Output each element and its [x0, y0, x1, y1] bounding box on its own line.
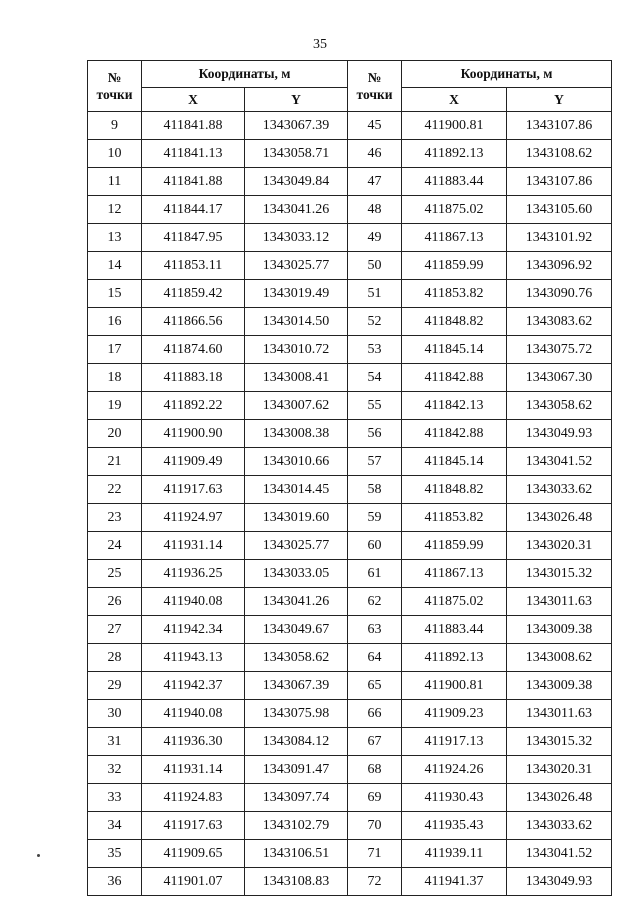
point-number-right: 46	[348, 140, 402, 168]
point-number-left: 29	[88, 672, 142, 700]
y-value-left: 1343019.49	[245, 280, 348, 308]
table-header	[88, 61, 612, 112]
y-value-left: 1343097.74	[245, 784, 348, 812]
x-value-right: 411941.37	[402, 868, 507, 896]
y-value-right: 1343096.92	[507, 252, 612, 280]
y-value-left: 1343058.71	[245, 140, 348, 168]
table-row	[88, 784, 612, 812]
point-number-left: 11	[88, 168, 142, 196]
point-number-symbol: №	[367, 70, 382, 85]
x-value-left: 411841.88	[142, 168, 245, 196]
table-row	[88, 868, 612, 896]
point-number-left: 34	[88, 812, 142, 840]
point-number-right: 70	[348, 812, 402, 840]
table-row	[88, 336, 612, 364]
x-value-left: 411909.49	[142, 448, 245, 476]
x-value-right: 411842.88	[402, 364, 507, 392]
y-value-right: 1343075.72	[507, 336, 612, 364]
point-number-left: 19	[88, 392, 142, 420]
y-value-left: 1343007.62	[245, 392, 348, 420]
point-number-left: 14	[88, 252, 142, 280]
header-row-top	[88, 61, 612, 88]
y-value-right: 1343107.86	[507, 112, 612, 140]
x-value-right: 411892.13	[402, 140, 507, 168]
y-header-left: Y	[245, 88, 348, 112]
y-value-left: 1343067.39	[245, 672, 348, 700]
x-value-left: 411859.42	[142, 280, 245, 308]
table-row	[88, 252, 612, 280]
y-value-left: 1343008.38	[245, 420, 348, 448]
table-row	[88, 728, 612, 756]
point-number-right: 67	[348, 728, 402, 756]
x-value-left: 411900.90	[142, 420, 245, 448]
x-value-right: 411848.82	[402, 476, 507, 504]
point-number-right: 60	[348, 532, 402, 560]
x-value-left: 411853.11	[142, 252, 245, 280]
y-value-right: 1343026.48	[507, 784, 612, 812]
x-value-left: 411942.34	[142, 616, 245, 644]
y-value-right: 1343008.62	[507, 644, 612, 672]
x-value-right: 411842.88	[402, 420, 507, 448]
y-value-right: 1343015.32	[507, 728, 612, 756]
point-number-left: 26	[88, 588, 142, 616]
x-value-right: 411859.99	[402, 252, 507, 280]
table-row	[88, 840, 612, 868]
y-value-left: 1343025.77	[245, 532, 348, 560]
table-row	[88, 644, 612, 672]
x-value-right: 411853.82	[402, 504, 507, 532]
point-number-left: 12	[88, 196, 142, 224]
point-number-left: 22	[88, 476, 142, 504]
y-value-right: 1343020.31	[507, 756, 612, 784]
point-number-right: 52	[348, 308, 402, 336]
point-number-right: 47	[348, 168, 402, 196]
point-number-right: 55	[348, 392, 402, 420]
x-header-left: X	[142, 88, 245, 112]
x-value-right: 411848.82	[402, 308, 507, 336]
point-number-right: 66	[348, 700, 402, 728]
y-value-left: 1343010.66	[245, 448, 348, 476]
x-value-right: 411939.11	[402, 840, 507, 868]
y-value-left: 1343010.72	[245, 336, 348, 364]
coordinates-table	[87, 60, 612, 896]
x-value-right: 411875.02	[402, 588, 507, 616]
y-value-left: 1343102.79	[245, 812, 348, 840]
y-value-left: 1343014.50	[245, 308, 348, 336]
x-value-right: 411867.13	[402, 224, 507, 252]
point-number-header-left	[88, 61, 142, 112]
table-row	[88, 280, 612, 308]
table-row	[88, 560, 612, 588]
table-row	[88, 532, 612, 560]
point-number-word: точки	[356, 87, 393, 102]
x-value-left: 411909.65	[142, 840, 245, 868]
point-number-left: 36	[88, 868, 142, 896]
y-value-right: 1343067.30	[507, 364, 612, 392]
x-value-right: 411900.81	[402, 672, 507, 700]
x-value-left: 411917.63	[142, 812, 245, 840]
point-number-left: 13	[88, 224, 142, 252]
y-value-right: 1343009.38	[507, 672, 612, 700]
table-row	[88, 364, 612, 392]
y-value-right: 1343033.62	[507, 476, 612, 504]
x-header-right: X	[402, 88, 507, 112]
table-row	[88, 308, 612, 336]
x-value-right: 411845.14	[402, 336, 507, 364]
point-number-right: 57	[348, 448, 402, 476]
x-value-right: 411924.26	[402, 756, 507, 784]
x-value-right: 411892.13	[402, 644, 507, 672]
point-number-left: 10	[88, 140, 142, 168]
table-row	[88, 756, 612, 784]
x-value-right: 411917.13	[402, 728, 507, 756]
point-number-right: 59	[348, 504, 402, 532]
x-value-right: 411883.44	[402, 168, 507, 196]
y-value-left: 1343033.12	[245, 224, 348, 252]
x-value-right: 411883.44	[402, 616, 507, 644]
point-number-right: 63	[348, 616, 402, 644]
x-value-left: 411943.13	[142, 644, 245, 672]
table-row	[88, 588, 612, 616]
y-value-right: 1343049.93	[507, 868, 612, 896]
x-value-right: 411900.81	[402, 112, 507, 140]
y-value-left: 1343049.67	[245, 616, 348, 644]
x-value-left: 411874.60	[142, 336, 245, 364]
x-value-left: 411841.13	[142, 140, 245, 168]
x-value-left: 411924.83	[142, 784, 245, 812]
x-value-left: 411917.63	[142, 476, 245, 504]
point-number-left: 25	[88, 560, 142, 588]
point-number-left: 33	[88, 784, 142, 812]
y-value-left: 1343091.47	[245, 756, 348, 784]
table-row	[88, 504, 612, 532]
y-value-right: 1343101.92	[507, 224, 612, 252]
y-value-left: 1343008.41	[245, 364, 348, 392]
table-row	[88, 112, 612, 140]
x-value-right: 411875.02	[402, 196, 507, 224]
x-value-left: 411940.08	[142, 700, 245, 728]
point-number-right: 54	[348, 364, 402, 392]
point-number-right: 48	[348, 196, 402, 224]
point-number-right: 58	[348, 476, 402, 504]
point-number-right: 71	[348, 840, 402, 868]
x-value-right: 411935.43	[402, 812, 507, 840]
table-row	[88, 476, 612, 504]
table-row	[88, 392, 612, 420]
point-number-left: 32	[88, 756, 142, 784]
point-number-left: 35	[88, 840, 142, 868]
table-row	[88, 224, 612, 252]
table-row	[88, 616, 612, 644]
point-number-word: точки	[96, 87, 133, 102]
point-number-left: 17	[88, 336, 142, 364]
x-value-left: 411847.95	[142, 224, 245, 252]
y-value-right: 1343105.60	[507, 196, 612, 224]
coordinates-header-right: Координаты, м	[402, 61, 612, 88]
x-value-left: 411844.17	[142, 196, 245, 224]
y-value-right: 1343011.63	[507, 588, 612, 616]
point-number-right: 65	[348, 672, 402, 700]
y-value-right: 1343107.86	[507, 168, 612, 196]
point-number-left: 21	[88, 448, 142, 476]
point-number-right: 68	[348, 756, 402, 784]
y-value-right: 1343026.48	[507, 504, 612, 532]
point-number-symbol: №	[107, 70, 122, 85]
x-value-left: 411924.97	[142, 504, 245, 532]
point-number-right: 62	[348, 588, 402, 616]
y-value-left: 1343075.98	[245, 700, 348, 728]
y-value-left: 1343041.26	[245, 588, 348, 616]
point-number-right: 64	[348, 644, 402, 672]
point-number-left: 18	[88, 364, 142, 392]
scan-speck	[37, 854, 40, 857]
y-header-right: Y	[507, 88, 612, 112]
coordinates-header-left: Координаты, м	[142, 61, 348, 88]
y-value-right: 1343033.62	[507, 812, 612, 840]
point-number-header-right	[348, 61, 402, 112]
x-value-left: 411841.88	[142, 112, 245, 140]
table-body	[88, 112, 612, 896]
x-value-right: 411859.99	[402, 532, 507, 560]
point-number-left: 9	[88, 112, 142, 140]
y-value-right: 1343083.62	[507, 308, 612, 336]
point-number-right: 69	[348, 784, 402, 812]
x-value-left: 411931.14	[142, 532, 245, 560]
point-number-right: 72	[348, 868, 402, 896]
point-number-left: 23	[88, 504, 142, 532]
y-value-left: 1343019.60	[245, 504, 348, 532]
y-value-left: 1343106.51	[245, 840, 348, 868]
table-row	[88, 672, 612, 700]
point-number-right: 51	[348, 280, 402, 308]
table-row	[88, 140, 612, 168]
point-number-left: 30	[88, 700, 142, 728]
x-value-right: 411845.14	[402, 448, 507, 476]
y-value-right: 1343108.62	[507, 140, 612, 168]
y-value-right: 1343020.31	[507, 532, 612, 560]
x-value-left: 411901.07	[142, 868, 245, 896]
table-row	[88, 812, 612, 840]
table-row	[88, 196, 612, 224]
y-value-right: 1343049.93	[507, 420, 612, 448]
x-value-left: 411940.08	[142, 588, 245, 616]
table-row	[88, 168, 612, 196]
x-value-left: 411936.30	[142, 728, 245, 756]
point-number-right: 61	[348, 560, 402, 588]
x-value-left: 411866.56	[142, 308, 245, 336]
x-value-right: 411909.23	[402, 700, 507, 728]
y-value-left: 1343084.12	[245, 728, 348, 756]
page-number: 35	[313, 37, 327, 52]
x-value-right: 411853.82	[402, 280, 507, 308]
x-value-left: 411936.25	[142, 560, 245, 588]
point-number-left: 15	[88, 280, 142, 308]
y-value-left: 1343108.83	[245, 868, 348, 896]
y-value-left: 1343058.62	[245, 644, 348, 672]
table-row	[88, 448, 612, 476]
table-row	[88, 700, 612, 728]
y-value-left: 1343025.77	[245, 252, 348, 280]
point-number-right: 45	[348, 112, 402, 140]
point-number-right: 50	[348, 252, 402, 280]
y-value-right: 1343090.76	[507, 280, 612, 308]
y-value-right: 1343058.62	[507, 392, 612, 420]
y-value-left: 1343049.84	[245, 168, 348, 196]
y-value-right: 1343041.52	[507, 840, 612, 868]
table-row	[88, 420, 612, 448]
point-number-left: 20	[88, 420, 142, 448]
x-value-right: 411842.13	[402, 392, 507, 420]
point-number-right: 56	[348, 420, 402, 448]
y-value-left: 1343033.05	[245, 560, 348, 588]
point-number-left: 24	[88, 532, 142, 560]
x-value-right: 411930.43	[402, 784, 507, 812]
y-value-left: 1343041.26	[245, 196, 348, 224]
y-value-left: 1343067.39	[245, 112, 348, 140]
x-value-left: 411931.14	[142, 756, 245, 784]
point-number-left: 31	[88, 728, 142, 756]
y-value-right: 1343011.63	[507, 700, 612, 728]
point-number-left: 28	[88, 644, 142, 672]
x-value-left: 411942.37	[142, 672, 245, 700]
y-value-right: 1343015.32	[507, 560, 612, 588]
x-value-left: 411892.22	[142, 392, 245, 420]
point-number-left: 27	[88, 616, 142, 644]
point-number-left: 16	[88, 308, 142, 336]
point-number-right: 49	[348, 224, 402, 252]
x-value-right: 411867.13	[402, 560, 507, 588]
y-value-right: 1343041.52	[507, 448, 612, 476]
y-value-left: 1343014.45	[245, 476, 348, 504]
x-value-left: 411883.18	[142, 364, 245, 392]
y-value-right: 1343009.38	[507, 616, 612, 644]
point-number-right: 53	[348, 336, 402, 364]
